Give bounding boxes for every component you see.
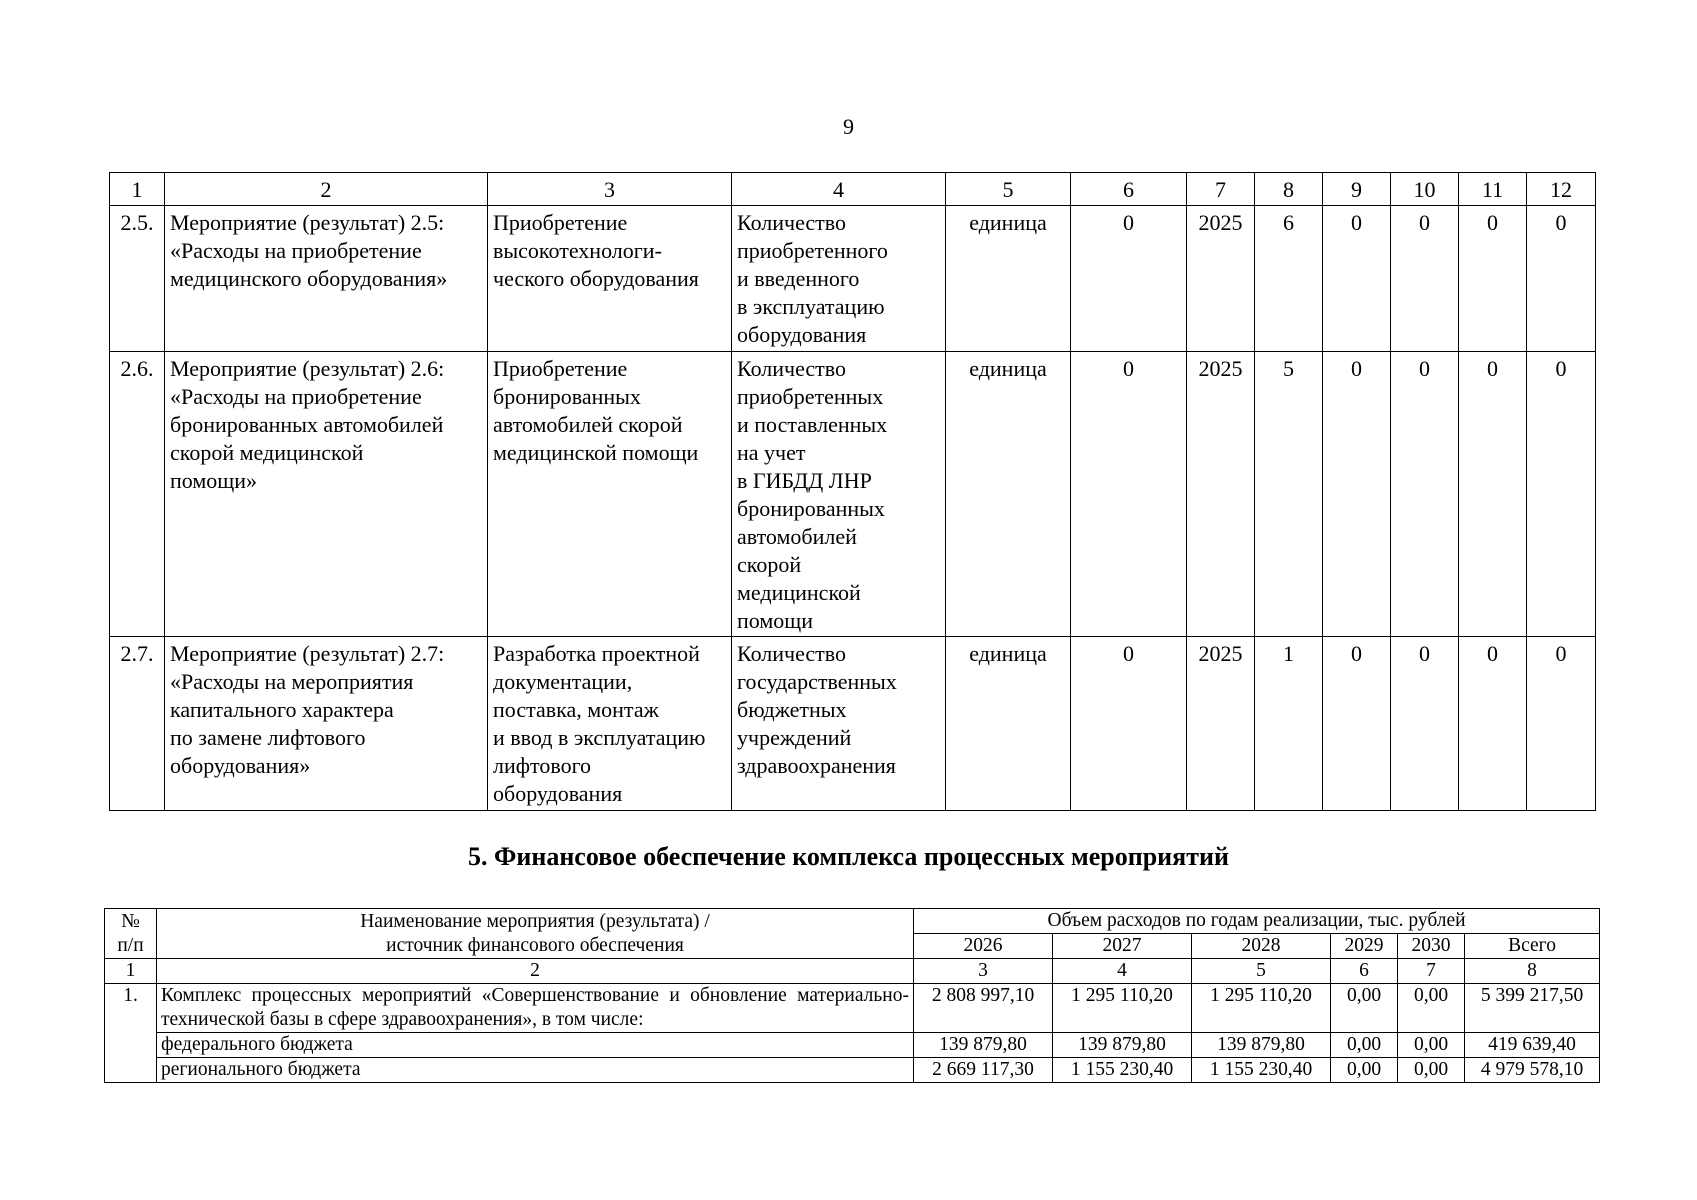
total-cell: 419 639,40 bbox=[1465, 1033, 1600, 1058]
column-number: 10 bbox=[1391, 173, 1459, 206]
column-number: 2 bbox=[157, 959, 914, 984]
row-number: 2.5. bbox=[110, 206, 165, 352]
page-number: 9 bbox=[843, 114, 854, 139]
base-year: 2025 bbox=[1187, 637, 1255, 811]
column-number: 2 bbox=[165, 173, 488, 206]
value-cell: 0 bbox=[1391, 637, 1459, 811]
table-header-row bbox=[105, 909, 1600, 934]
value-cell: 0 bbox=[1323, 206, 1391, 352]
amount-cell: 0,00 bbox=[1331, 1058, 1398, 1083]
base-value: 0 bbox=[1071, 206, 1187, 352]
index-row bbox=[105, 959, 1600, 984]
funding-source: регионального бюджета bbox=[157, 1058, 914, 1083]
column-number: 11 bbox=[1459, 173, 1527, 206]
base-year: 2025 bbox=[1187, 206, 1255, 352]
column-number: 9 bbox=[1323, 173, 1391, 206]
year-header: 2026 bbox=[914, 934, 1053, 959]
total-cell: 4 979 578,10 bbox=[1465, 1058, 1600, 1083]
column-number: 3 bbox=[488, 173, 732, 206]
column-number: 8 bbox=[1465, 959, 1600, 984]
column-number: 7 bbox=[1398, 959, 1465, 984]
amount-cell: 0,00 bbox=[1398, 984, 1465, 1033]
year-header: 2030 bbox=[1398, 934, 1465, 959]
value-cell: 5 bbox=[1255, 352, 1323, 637]
value-cell: 0 bbox=[1391, 206, 1459, 352]
indicator-name: Количество государственных бюджетных учреждений здравоохранения bbox=[732, 637, 946, 811]
value-cell: 0 bbox=[1323, 637, 1391, 811]
total-cell: 5 399 217,50 bbox=[1465, 984, 1600, 1033]
column-header-name: Наименование мероприятия (результата) / источник финансового обеспечения bbox=[157, 909, 914, 959]
column-number: 6 bbox=[1331, 959, 1398, 984]
year-header: 2027 bbox=[1053, 934, 1192, 959]
column-number: 5 bbox=[1192, 959, 1331, 984]
table-row bbox=[110, 352, 1596, 637]
unit: единица bbox=[946, 637, 1071, 811]
table-row bbox=[110, 206, 1596, 352]
indicator-name: Количество приобретенных и поставленных на учет в ГИБДД ЛНР бронированных автомобилей скорой медицинской помощи bbox=[732, 352, 946, 637]
column-number: 7 bbox=[1187, 173, 1255, 206]
table-row bbox=[105, 984, 1600, 1033]
financing-table bbox=[104, 908, 1600, 1083]
column-group-header: Объем расходов по годам реализации, тыс. рублей bbox=[914, 909, 1600, 934]
event-name: Мероприятие (результат) 2.5: «Расходы на приобретение медицинского оборудования» bbox=[165, 206, 488, 352]
value-cell: 0 bbox=[1323, 352, 1391, 637]
value-cell: 0 bbox=[1459, 206, 1527, 352]
column-number: 4 bbox=[732, 173, 946, 206]
event-description: Приобретение высокотехнологи- ческого оборудования bbox=[488, 206, 732, 352]
column-number: 3 bbox=[914, 959, 1053, 984]
amount-cell: 0,00 bbox=[1398, 1058, 1465, 1083]
column-number: 1 bbox=[110, 173, 165, 206]
table-row bbox=[105, 1033, 1600, 1058]
row-number: 2.6. bbox=[110, 352, 165, 637]
value-cell: 0 bbox=[1527, 352, 1596, 637]
indicator-name: Количество приобретенного и введенного в эксплуатацию оборудования bbox=[732, 206, 946, 352]
year-header: 2029 bbox=[1331, 934, 1398, 959]
value-cell: 0 bbox=[1459, 352, 1527, 637]
unit: единица bbox=[946, 352, 1071, 637]
event-description: Разработка проектной документации, поставка, монтаж и ввод в эксплуатацию лифтового оборудования bbox=[488, 637, 732, 811]
column-number: 4 bbox=[1053, 959, 1192, 984]
column-number: 5 bbox=[946, 173, 1071, 206]
amount-cell: 139 879,80 bbox=[1192, 1033, 1331, 1058]
column-number: 12 bbox=[1527, 173, 1596, 206]
value-cell: 6 bbox=[1255, 206, 1323, 352]
indicators-table bbox=[109, 172, 1596, 811]
base-year: 2025 bbox=[1187, 352, 1255, 637]
value-cell: 0 bbox=[1527, 206, 1596, 352]
unit: единица bbox=[946, 206, 1071, 352]
column-number: 6 bbox=[1071, 173, 1187, 206]
amount-cell: 1 155 230,40 bbox=[1053, 1058, 1192, 1083]
amount-cell: 1 155 230,40 bbox=[1192, 1058, 1331, 1083]
column-number: 8 bbox=[1255, 173, 1323, 206]
row-number: 1. bbox=[105, 984, 157, 1083]
event-description: Приобретение бронированных автомобилей скорой медицинской помощи bbox=[488, 352, 732, 637]
amount-cell: 2 808 997,10 bbox=[914, 984, 1053, 1033]
table-header-row bbox=[110, 173, 1596, 206]
amount-cell: 0,00 bbox=[1398, 1033, 1465, 1058]
complex-name: Комплекс процессных мероприятий «Совершенствование и обновление материально-технической базы в сфере здравоохранения», в том числе: bbox=[157, 984, 914, 1033]
amount-cell: 1 295 110,20 bbox=[1053, 984, 1192, 1033]
event-name: Мероприятие (результат) 2.6: «Расходы на приобретение бронированных автомобилей скорой медицинской помощи» bbox=[165, 352, 488, 637]
column-number: 1 bbox=[105, 959, 157, 984]
base-value: 0 bbox=[1071, 352, 1187, 637]
row-number: 2.7. bbox=[110, 637, 165, 811]
funding-source: федерального бюджета bbox=[157, 1033, 914, 1058]
amount-cell: 2 669 117,30 bbox=[914, 1058, 1053, 1083]
amount-cell: 139 879,80 bbox=[914, 1033, 1053, 1058]
year-header: 2028 bbox=[1192, 934, 1331, 959]
amount-cell: 139 879,80 bbox=[1053, 1033, 1192, 1058]
amount-cell: 0,00 bbox=[1331, 1033, 1398, 1058]
amount-cell: 1 295 110,20 bbox=[1192, 984, 1331, 1033]
total-header: Всего bbox=[1465, 934, 1600, 959]
section-title: 5. Финансовое обеспечение комплекса процессных мероприятий bbox=[468, 842, 1229, 871]
value-cell: 0 bbox=[1527, 637, 1596, 811]
column-header-number: № п/п bbox=[105, 909, 157, 959]
amount-cell: 0,00 bbox=[1331, 984, 1398, 1033]
value-cell: 0 bbox=[1391, 352, 1459, 637]
value-cell: 1 bbox=[1255, 637, 1323, 811]
table-row bbox=[110, 637, 1596, 811]
base-value: 0 bbox=[1071, 637, 1187, 811]
table-row bbox=[105, 1058, 1600, 1083]
value-cell: 0 bbox=[1459, 637, 1527, 811]
event-name: Мероприятие (результат) 2.7: «Расходы на мероприятия капитального характера по замене лифтового оборудования» bbox=[165, 637, 488, 811]
